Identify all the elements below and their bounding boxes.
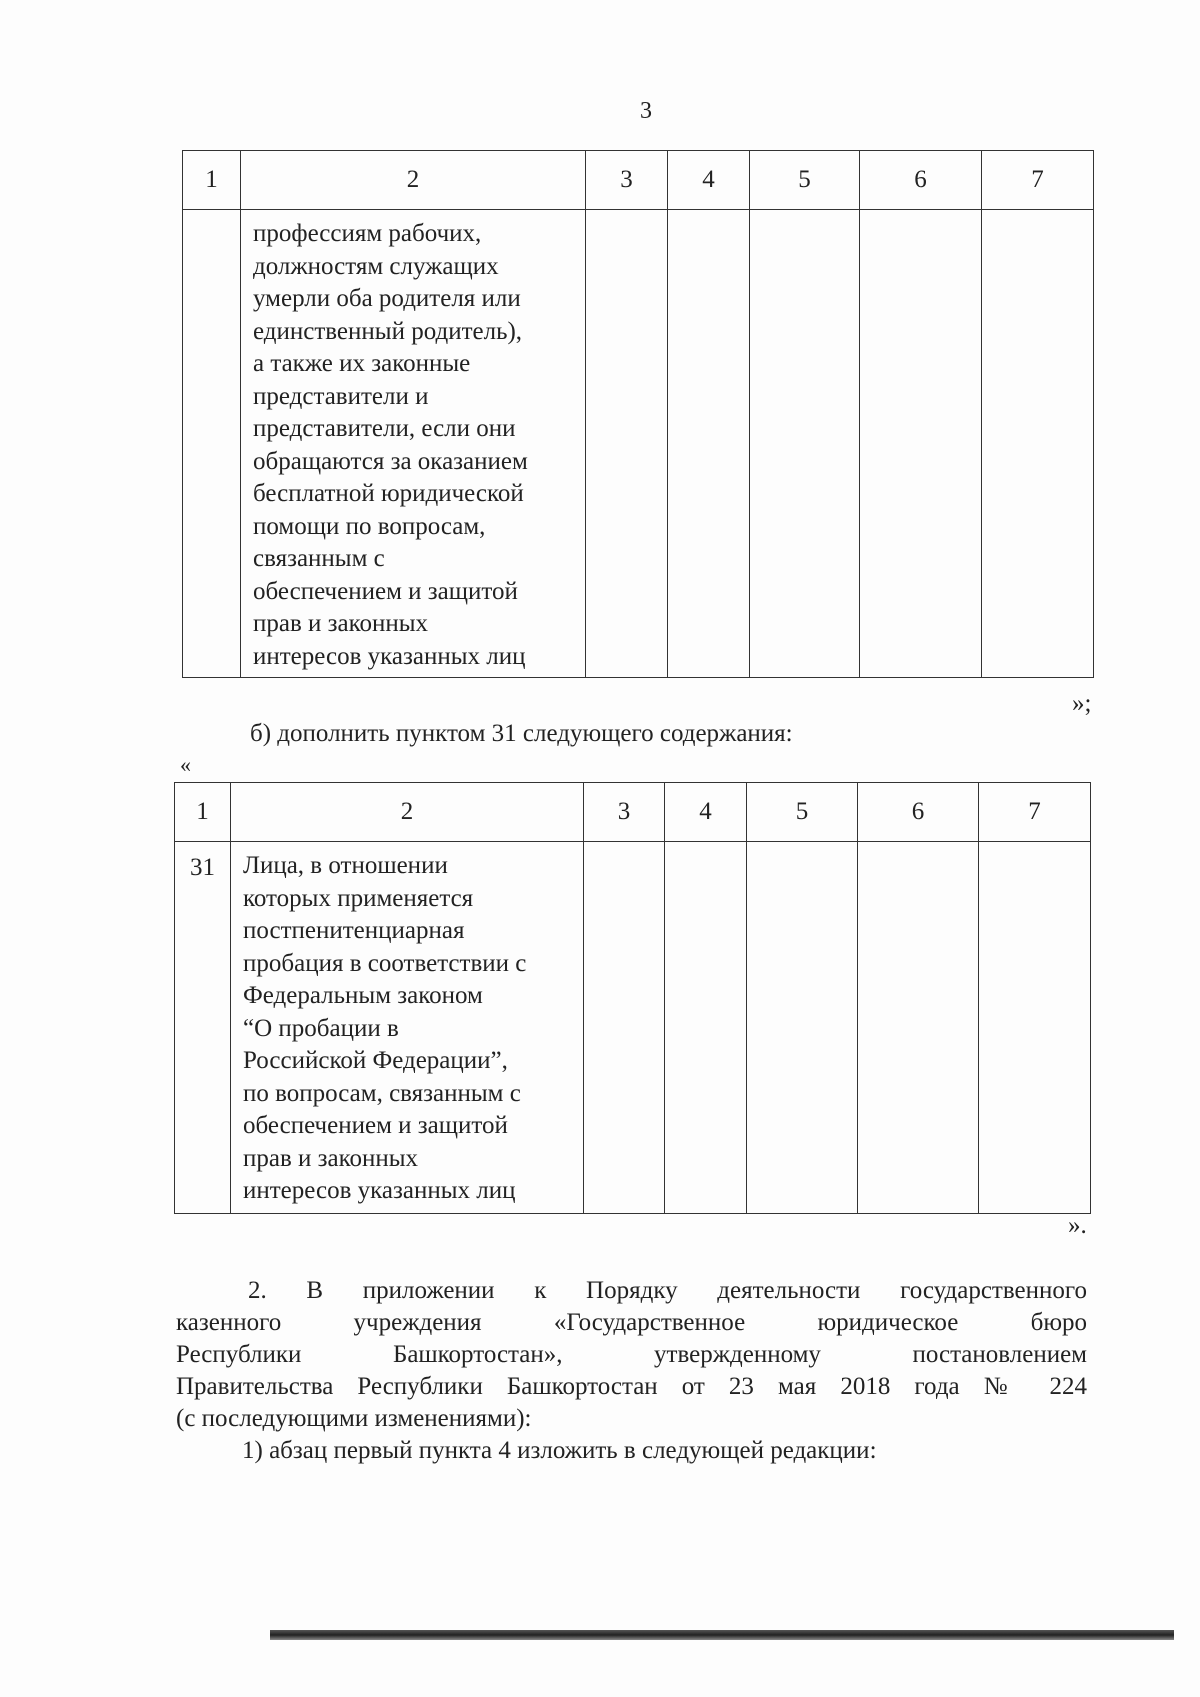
description-line: интересов указанных лиц (253, 642, 526, 670)
empty-cell (860, 210, 982, 678)
empty-cell (668, 210, 750, 678)
paragraph-2-line: Республики Башкортостан», утвержденному постановлением (176, 1341, 1087, 1368)
table-header-cell: 2 (241, 151, 586, 210)
table-header-cell: 5 (747, 783, 858, 842)
description-line: Лица, в отношении (243, 852, 448, 879)
table-header-cell: 4 (668, 151, 750, 210)
description-line: постпенитенциарная (243, 917, 465, 944)
description-line: “О пробации в (243, 1014, 399, 1042)
description-line: которых применяется (243, 884, 474, 912)
description-line: прав и законных (253, 610, 429, 637)
table-header-cell: 6 (858, 783, 979, 842)
opening-quote: « (180, 752, 191, 777)
subitem-b-text: б) дополнить пунктом 31 следующего содержания: (250, 720, 793, 747)
table-header-cell: 1 (183, 151, 241, 210)
paragraph-2-line: казенного учреждения «Государственное юридическое бюро (176, 1309, 1087, 1336)
description-line: умерли оба родителя или (253, 285, 521, 312)
description-line: профессиям рабочих, (253, 220, 482, 247)
description-line: обеспечением и защитой (243, 1112, 508, 1139)
row-description-cell (231, 842, 584, 1214)
empty-cell (665, 842, 747, 1214)
paragraph-2-line: 2. В приложении к Порядку деятельности государственного (248, 1277, 1087, 1304)
table-header-cell: 3 (584, 783, 665, 842)
description-line: связанным с (253, 545, 385, 572)
description-line: обеспечением и защитой (253, 577, 518, 605)
description-line: представители и (253, 382, 429, 410)
table-header-cell: 7 (979, 783, 1091, 842)
paragraph-2-line: Правительства Республики Башкортостан от 23 мая 2018 года № 224 (176, 1373, 1087, 1400)
table-header-cell: 6 (860, 151, 982, 210)
table-second (174, 782, 1091, 1214)
description-line: интересов указанных лиц (243, 1177, 516, 1204)
table-header-cell: 5 (750, 151, 860, 210)
empty-cell (858, 842, 979, 1214)
description-line: по вопросам, связанным с (243, 1079, 521, 1107)
empty-cell (747, 842, 858, 1214)
empty-cell (982, 210, 1094, 678)
table-header-row (175, 783, 1091, 842)
footer-rule (270, 1630, 1174, 1640)
table-header-cell: 1 (175, 783, 231, 842)
description-line: Российской Федерации”, (243, 1047, 508, 1074)
description-line: обращаются за оказанием (253, 447, 528, 475)
empty-cell (979, 842, 1091, 1214)
table-header-cell: 4 (665, 783, 747, 842)
closing-quote: ». (1068, 1212, 1087, 1239)
closing-quote: »; (1072, 690, 1092, 717)
table-first (182, 150, 1094, 678)
empty-cell (750, 210, 860, 678)
row-number-cell: 31 (175, 842, 231, 1214)
description-line: представители, если они (253, 415, 516, 442)
description-line: помощи по вопросам, (253, 512, 486, 540)
description-line: Федеральным законом (243, 982, 483, 1009)
empty-cell (586, 210, 668, 678)
table-row (175, 842, 1091, 1214)
row-description-cell (241, 210, 586, 678)
item-1-text: 1) абзац первый пункта 4 изложить в следующей редакции: (242, 1437, 877, 1464)
table-header-row (183, 151, 1094, 210)
table-header-cell: 2 (231, 783, 584, 842)
page-number: 3 (640, 98, 652, 124)
row-number-cell (183, 210, 241, 678)
description-line: а также их законные (253, 350, 471, 377)
description-line: прав и законных (243, 1144, 419, 1172)
paragraph-2-line: (с последующими изменениями): (176, 1405, 532, 1432)
description-line: должностям служащих (253, 252, 499, 280)
empty-cell (584, 842, 665, 1214)
description-line: единственный родитель), (253, 317, 523, 345)
table-header-cell: 7 (982, 151, 1094, 210)
description-line: бесплатной юридической (253, 480, 524, 507)
table-header-cell: 3 (586, 151, 668, 210)
description-line: пробация в соответствии с (243, 949, 527, 977)
table-row (183, 210, 1094, 678)
